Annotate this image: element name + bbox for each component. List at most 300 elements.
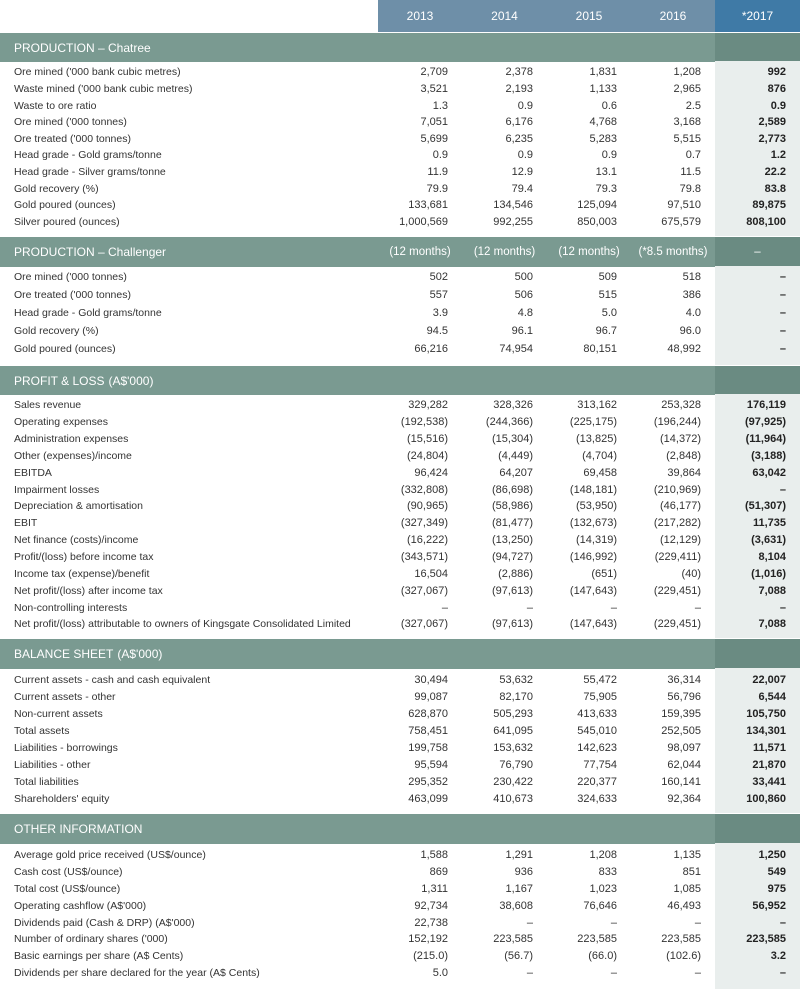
row-value: –	[694, 601, 701, 614]
row-value: 5,515	[673, 132, 701, 145]
row-value: 96.1	[511, 324, 533, 337]
row-value-highlight: (1,016)	[751, 567, 786, 580]
row-value: 3,168	[673, 116, 701, 129]
row-value: (12,129)	[660, 534, 701, 547]
row-value-highlight: 876	[767, 82, 786, 95]
row-value: 0.6	[601, 99, 617, 112]
table-row	[0, 672, 800, 689]
row-label: Number of ordinary shares ('000)	[14, 933, 168, 946]
row-value-highlight: –	[779, 324, 786, 337]
row-value: 76,790	[499, 759, 533, 772]
row-value: 53,632	[499, 674, 533, 687]
row-value: 3.9	[432, 306, 448, 319]
table-row	[0, 616, 800, 633]
table-row	[0, 914, 800, 931]
row-label: Waste mined ('000 bank cubic metres)	[14, 82, 193, 95]
year-header-cell: 2014	[462, 0, 547, 32]
table-row	[0, 164, 800, 181]
table-row	[0, 448, 800, 465]
table-row	[0, 791, 800, 808]
row-value-highlight: 56,952	[752, 899, 786, 912]
row-value-highlight: 176,119	[746, 399, 786, 412]
table-row	[0, 599, 800, 616]
row-value: (15,516)	[407, 433, 448, 446]
section-header-cell	[631, 33, 715, 62]
section-title	[14, 366, 153, 395]
row-value: (2,886)	[498, 567, 533, 580]
row-value-highlight: 808,100	[746, 215, 786, 228]
section-unit: (A$'000)	[108, 373, 154, 388]
row-value: –	[694, 916, 701, 929]
row-value: (148,181)	[569, 483, 617, 496]
row-value: 641,095	[493, 725, 533, 738]
table-row	[0, 881, 800, 898]
row-value: 1,085	[673, 882, 701, 895]
row-label: Non-controlling interests	[14, 601, 128, 614]
table-row	[0, 566, 800, 583]
row-label: Liabilities - other	[14, 759, 91, 772]
table-row	[0, 897, 800, 914]
row-value: 0.9	[517, 149, 533, 162]
row-value-highlight: 0.9	[770, 99, 786, 112]
row-label: Sales revenue	[14, 399, 82, 412]
section-header-cell	[547, 814, 631, 844]
section-header-cell	[547, 33, 631, 62]
row-value: 36,314	[667, 674, 701, 687]
row-value: 38,608	[499, 899, 533, 912]
row-value: (56.7)	[504, 950, 533, 963]
row-value: (4,704)	[582, 449, 617, 462]
table-row	[0, 864, 800, 881]
section-header-cell	[715, 33, 800, 62]
row-value: 99,087	[414, 691, 448, 704]
row-value: 502	[429, 271, 448, 284]
row-value: 4,768	[589, 116, 617, 129]
row-value: 11.9	[427, 165, 448, 178]
section-title	[14, 237, 166, 267]
row-value: (81,477)	[492, 517, 533, 530]
row-label: EBITDA	[14, 466, 52, 479]
table-row	[0, 948, 800, 965]
row-value: 936	[514, 866, 533, 879]
row-label: Administration expenses	[14, 433, 129, 446]
table-row	[0, 147, 800, 164]
row-value: 7,051	[420, 116, 448, 129]
row-value-highlight: 83.8	[764, 182, 786, 195]
row-value: 851	[682, 866, 701, 879]
row-value-highlight: (51,307)	[745, 500, 786, 513]
row-label: Dividends paid (Cash & DRP) (A$'000)	[14, 916, 195, 929]
row-value: 2,965	[673, 82, 701, 95]
row-value: (217,282)	[653, 517, 701, 530]
row-value-highlight: 105,750	[746, 708, 786, 721]
row-value: 220,377	[577, 776, 617, 789]
row-value: 69,458	[583, 466, 617, 479]
row-value: 1,291	[505, 849, 533, 862]
row-value: 1,831	[589, 66, 617, 79]
row-label: Total cost (US$/ounce)	[14, 882, 121, 895]
year-header-cell-highlight: *2017	[715, 0, 800, 32]
row-value-highlight: 7,088	[758, 584, 786, 597]
row-value: 82,170	[499, 691, 533, 704]
row-value-highlight: 11,735	[752, 517, 786, 530]
row-value: (53,950)	[576, 500, 617, 513]
row-value: 74,954	[499, 342, 533, 355]
row-value: 5.0	[601, 306, 617, 319]
row-label: Waste to ore ratio	[14, 99, 97, 112]
section-header-cell	[462, 814, 547, 844]
table-row	[0, 81, 800, 98]
row-value-highlight: –	[779, 601, 786, 614]
row-value: 515	[598, 289, 617, 302]
row-value: 79.4	[511, 182, 533, 195]
row-value-highlight: 975	[767, 882, 786, 895]
row-value: (229,451)	[653, 618, 701, 631]
row-value: 98,097	[667, 742, 701, 755]
section-header-cell: (12 months)	[389, 246, 451, 258]
section-header-cell	[378, 639, 462, 669]
row-value: 329,282	[408, 399, 448, 412]
row-value: 153,632	[493, 742, 533, 755]
row-value: 96.7	[595, 324, 617, 337]
row-value: 125,094	[577, 199, 617, 212]
row-value: 4.8	[517, 306, 533, 319]
row-label: Liabilities - borrowings	[14, 742, 118, 755]
row-value: 500	[514, 271, 533, 284]
row-value-highlight: 2,589	[758, 116, 786, 129]
row-value-highlight: 3.2	[770, 950, 786, 963]
row-label: Ore treated ('000 tonnes)	[14, 289, 131, 302]
row-value: 96.0	[679, 324, 701, 337]
table-row	[0, 213, 800, 230]
row-value-highlight: 6,544	[758, 691, 786, 704]
row-value-highlight: 33,441	[752, 776, 786, 789]
row-value: (97,613)	[492, 618, 533, 631]
row-value: 0.9	[432, 149, 448, 162]
row-value: 6,176	[505, 116, 533, 129]
row-label: Impairment losses	[14, 483, 100, 496]
row-value-highlight: 2,773	[758, 132, 786, 145]
year-header-cell: 2016	[631, 0, 715, 32]
section-header	[0, 365, 800, 395]
row-label: Gold recovery (%)	[14, 324, 99, 337]
row-value: 545,010	[577, 725, 617, 738]
row-value: 134,546	[493, 199, 533, 212]
row-value: 46,493	[667, 899, 701, 912]
row-value: –	[526, 966, 533, 979]
row-value: (66.0)	[588, 950, 617, 963]
table-row	[0, 322, 800, 339]
row-value-highlight: –	[779, 966, 786, 979]
table-row	[0, 532, 800, 549]
row-value: 386	[682, 289, 701, 302]
row-label: Other (expenses)/income	[14, 449, 132, 462]
section-body	[0, 394, 800, 638]
section-header-cell	[462, 366, 547, 395]
row-value: (40)	[681, 567, 701, 580]
row-value: (2,848)	[666, 449, 701, 462]
row-value-highlight: 63,042	[752, 466, 786, 479]
row-label: Shareholders' equity	[14, 793, 110, 806]
row-value: 2.5	[685, 99, 701, 112]
row-label: Gold recovery (%)	[14, 182, 99, 195]
row-value: 22,738	[414, 916, 448, 929]
row-label: Current assets - other	[14, 691, 116, 704]
row-label: Gold poured (ounces)	[14, 199, 116, 212]
row-value-highlight: –	[779, 916, 786, 929]
table-row	[0, 498, 800, 515]
table-row	[0, 180, 800, 197]
row-label: Net finance (costs)/income	[14, 534, 139, 547]
section-header-cell	[715, 366, 800, 395]
row-value: (102.6)	[666, 950, 701, 963]
row-value-highlight: (11,964)	[745, 433, 786, 446]
row-value: (147,643)	[569, 618, 617, 631]
row-value: (215.0)	[413, 950, 448, 963]
row-value: 160,141	[661, 776, 701, 789]
row-label: Cash cost (US$/ounce)	[14, 866, 123, 879]
section-header-cell: (12 months)	[558, 246, 620, 258]
row-value: 142,623	[577, 742, 617, 755]
row-value: 2,709	[420, 66, 448, 79]
row-value: 94.5	[426, 324, 448, 337]
row-value: (146,992)	[569, 551, 617, 564]
table-row	[0, 287, 800, 304]
row-value: (14,319)	[576, 534, 617, 547]
row-value-highlight: 21,870	[752, 759, 786, 772]
row-label: Head grade - Gold grams/tonne	[14, 306, 162, 319]
row-value: 509	[598, 271, 617, 284]
row-value-highlight: (97,925)	[745, 416, 786, 429]
table-row	[0, 64, 800, 81]
section-header-cell	[715, 639, 800, 669]
row-value: (147,643)	[569, 584, 617, 597]
section-title	[14, 814, 142, 844]
row-value: 518	[682, 271, 701, 284]
row-value: 133,681	[408, 199, 448, 212]
row-value-highlight: 89,875	[752, 199, 786, 212]
row-value: 30,494	[414, 674, 448, 687]
table-row	[0, 757, 800, 774]
table-row	[0, 97, 800, 114]
row-value: 13.1	[595, 165, 617, 178]
section-title-text: PRODUCTION – Challenger	[14, 245, 167, 259]
section-header	[0, 32, 800, 62]
row-value: (343,571)	[400, 551, 448, 564]
row-value: (225,175)	[569, 416, 617, 429]
row-value: 5,699	[420, 132, 448, 145]
row-value: 4.0	[685, 306, 701, 319]
section-header-cell	[715, 814, 800, 844]
row-label: Net profit/(loss) after income tax	[14, 584, 163, 597]
row-value: 1,133	[589, 82, 617, 95]
row-value: 79.9	[426, 182, 448, 195]
row-label: Silver poured (ounces)	[14, 215, 120, 228]
table-row	[0, 706, 800, 723]
row-value: (15,304)	[492, 433, 533, 446]
row-value: (14,372)	[660, 433, 701, 446]
row-value: 5,283	[589, 132, 617, 145]
row-value: (327,067)	[400, 584, 448, 597]
row-value: 313,162	[577, 399, 617, 412]
table-row	[0, 269, 800, 286]
row-value: 16,504	[414, 567, 448, 580]
row-value: 77,754	[583, 759, 617, 772]
section-header-cell	[631, 639, 715, 669]
row-value: 1,311	[421, 882, 448, 895]
table-row	[0, 197, 800, 214]
row-value: 95,594	[414, 759, 448, 772]
row-value: (327,349)	[400, 517, 448, 530]
section-header-cell	[547, 366, 631, 395]
row-label: Ore treated ('000 tonnes)	[14, 132, 131, 145]
row-value: 0.9	[517, 99, 533, 112]
section-header-cell	[631, 814, 715, 844]
row-value: (13,825)	[576, 433, 617, 446]
row-label: Average gold price received (US$/ounce)	[14, 849, 206, 862]
section-header-cell	[378, 366, 462, 395]
row-value: 2,378	[505, 66, 533, 79]
row-value: 410,673	[493, 793, 533, 806]
row-value: 324,633	[577, 793, 617, 806]
row-label: Head grade - Gold grams/tonne	[14, 149, 162, 162]
row-label: Gold poured (ounces)	[14, 342, 116, 355]
row-value: 80,151	[583, 342, 617, 355]
row-value: (229,411)	[654, 551, 701, 564]
row-value: 76,646	[583, 899, 617, 912]
row-value: 66,216	[414, 342, 448, 355]
row-value: –	[610, 966, 617, 979]
section-header-cell: (12 months)	[473, 246, 536, 258]
row-value: 1,208	[673, 66, 701, 79]
row-value: (97,613)	[492, 584, 533, 597]
row-value: 0.7	[685, 149, 701, 162]
section-body	[0, 668, 800, 813]
row-value: (244,366)	[485, 416, 533, 429]
section-header-cell	[462, 639, 547, 669]
section-header	[0, 638, 800, 669]
row-value: 230,422	[493, 776, 533, 789]
row-value: (210,969)	[653, 483, 701, 496]
row-label: Ore mined ('000 tonnes)	[14, 116, 127, 129]
row-value: –	[441, 601, 448, 614]
row-value: 5.0	[432, 966, 448, 979]
row-value: (327,067)	[400, 618, 448, 631]
table-row	[0, 689, 800, 706]
row-label: Operating expenses	[14, 416, 108, 429]
row-value: 328,326	[493, 399, 533, 412]
year-header-cell: 2015	[547, 0, 631, 32]
row-value-highlight: 223,585	[746, 933, 786, 946]
row-value: (192,538)	[400, 416, 448, 429]
row-value: 869	[429, 866, 448, 879]
section-header-cell	[378, 33, 462, 62]
row-value-highlight: 22.2	[764, 165, 786, 178]
table-row	[0, 582, 800, 599]
row-label: Net profit/(loss) attributable to owners of Kingsgate Consolidated Limited	[14, 618, 351, 631]
row-value: 159,395	[661, 708, 701, 721]
row-label: EBIT	[14, 517, 38, 530]
row-label: Non-current assets	[14, 708, 103, 721]
table-row	[0, 740, 800, 757]
row-value: –	[526, 601, 533, 614]
row-value: 992,255	[493, 215, 533, 228]
row-label: Basic earnings per share (A$ Cents)	[14, 950, 184, 963]
table-row	[0, 847, 800, 864]
row-value: 295,352	[408, 776, 448, 789]
row-value: (24,804)	[407, 449, 448, 462]
row-value: 1.3	[432, 99, 448, 112]
section-title-text: OTHER INFORMATION	[14, 822, 143, 836]
row-value: 675,579	[661, 215, 701, 228]
row-value: 97,510	[667, 199, 701, 212]
row-value: 2,193	[505, 82, 533, 95]
row-value: (58,986)	[492, 500, 533, 513]
row-value: 506	[514, 289, 533, 302]
row-value: –	[526, 916, 533, 929]
row-value-highlight: 22,007	[752, 674, 786, 687]
section-title-text: PROFIT & LOSS	[14, 373, 105, 388]
section-title-text: PRODUCTION – Chatree	[14, 40, 151, 55]
row-value: (229,451)	[653, 584, 701, 597]
row-value-highlight: –	[779, 289, 786, 302]
row-value-highlight: 1,250	[758, 849, 786, 862]
row-value: 1,000,569	[399, 215, 448, 228]
row-value: (16,222)	[407, 534, 448, 547]
row-label: Dividends per share declared for the year (A$ Cents)	[14, 966, 260, 979]
row-label: Ore mined ('000 bank cubic metres)	[14, 66, 181, 79]
row-value: 1,135	[673, 849, 701, 862]
row-value: 833	[598, 866, 617, 879]
section-header-cell: (*8.5 months)	[638, 246, 708, 258]
table-row	[0, 340, 800, 357]
row-value: (4,449)	[498, 449, 533, 462]
row-value: (196,244)	[653, 416, 701, 429]
row-value: 463,099	[408, 793, 448, 806]
year-header-cell: 2013	[378, 0, 462, 32]
row-value-highlight: –	[779, 342, 786, 355]
row-value: –	[694, 966, 701, 979]
row-value: 0.9	[601, 149, 617, 162]
row-value-highlight: –	[779, 271, 786, 284]
row-value: 223,585	[661, 933, 701, 946]
row-value: (13,250)	[492, 534, 533, 547]
table-row	[0, 481, 800, 498]
row-value: 48,992	[667, 342, 701, 355]
row-value: (651)	[591, 567, 617, 580]
row-value: 253,328	[661, 399, 701, 412]
row-value: 252,505	[661, 725, 701, 738]
row-label: Depreciation & amortisation	[14, 500, 143, 513]
row-value: 413,633	[577, 708, 617, 721]
table-row	[0, 464, 800, 481]
table-row	[0, 549, 800, 566]
row-value: 75,905	[583, 691, 617, 704]
table-row	[0, 130, 800, 147]
section-body	[0, 266, 800, 365]
table-row	[0, 723, 800, 740]
row-value: 55,472	[583, 674, 617, 687]
row-label: Income tax (expense)/benefit	[14, 567, 150, 580]
row-value: 92,364	[667, 793, 701, 806]
row-value-highlight: 134,301	[746, 725, 786, 738]
row-value-highlight: (3,631)	[751, 534, 786, 547]
row-value: (132,673)	[569, 517, 617, 530]
table-row	[0, 774, 800, 791]
row-value: 64,207	[499, 466, 533, 479]
row-value: (332,808)	[400, 483, 448, 496]
row-value-highlight: 549	[767, 866, 786, 879]
